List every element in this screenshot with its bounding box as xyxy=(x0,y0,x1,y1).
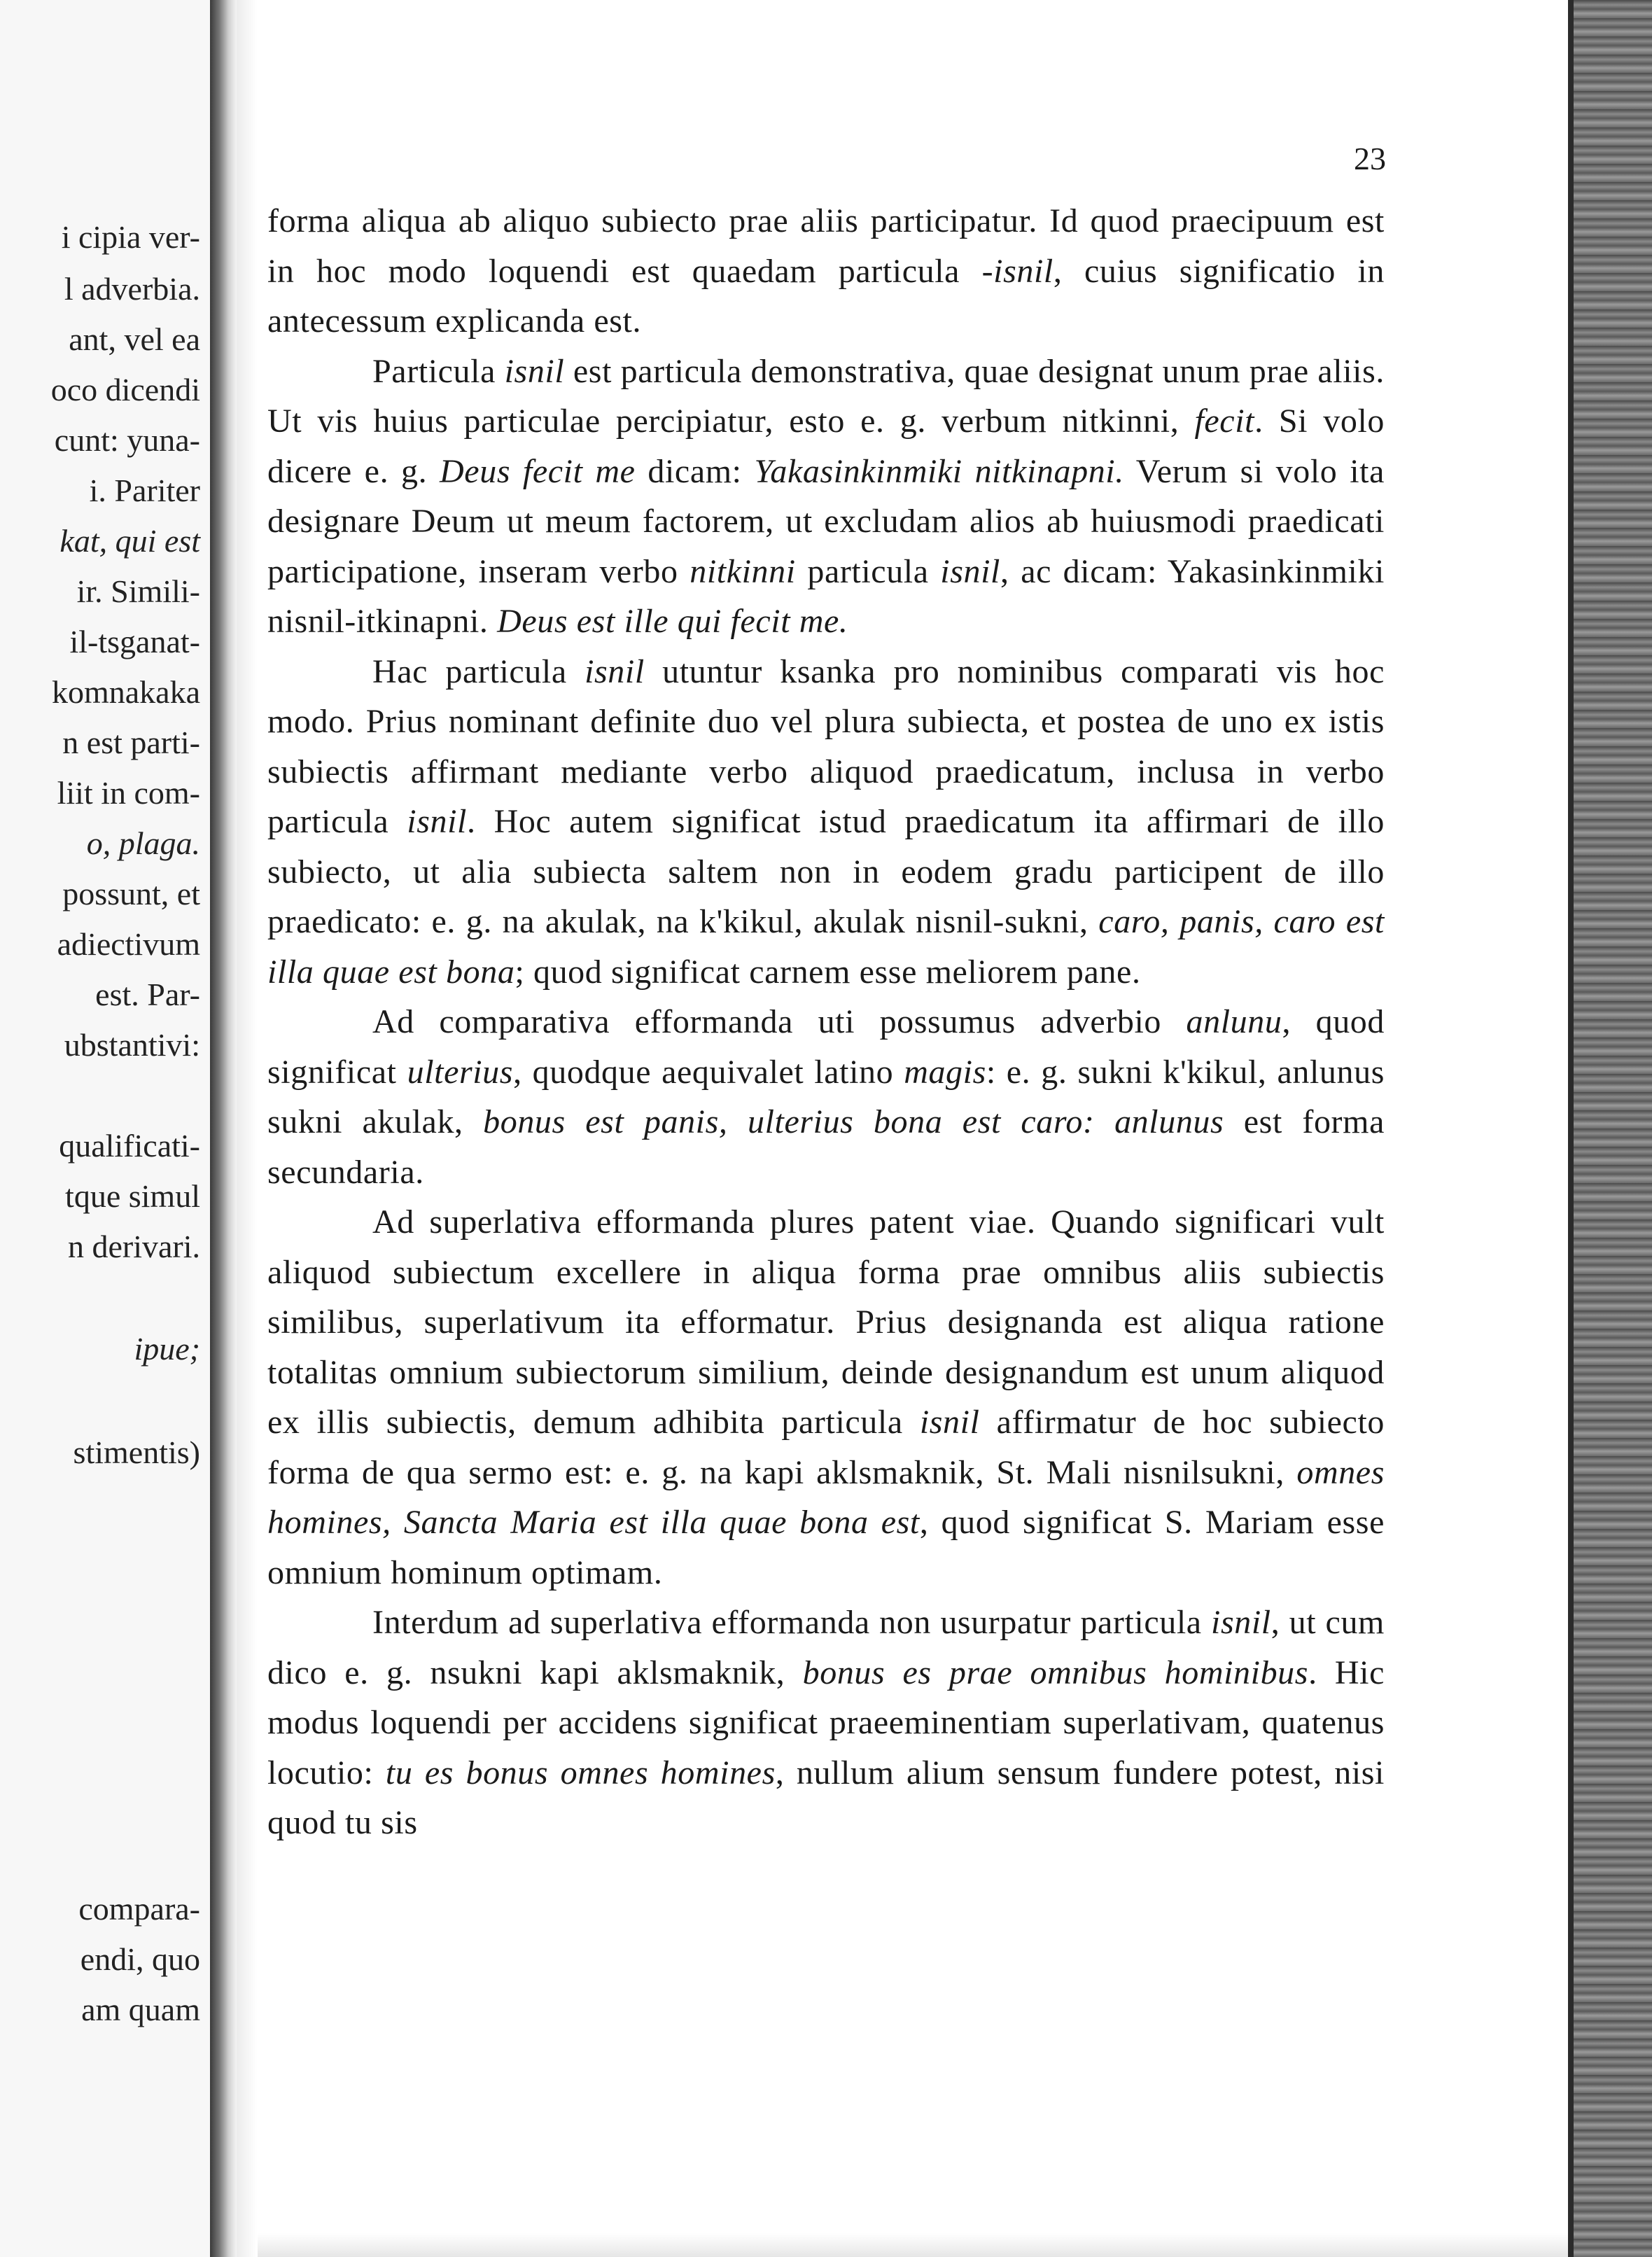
italic-text: isnil xyxy=(504,352,565,390)
left-page-line: il-tsganat- xyxy=(69,624,200,659)
left-page-line: n est parti- xyxy=(62,725,200,760)
italic-text: anlunu xyxy=(1186,1003,1282,1040)
italic-text: isnil xyxy=(1211,1604,1271,1641)
italic-text: magis xyxy=(904,1053,986,1091)
text-run: , nullum alium sensum fundere potest, nisi quod tu sis xyxy=(267,1754,1385,1841)
paragraph xyxy=(267,1598,1385,1848)
text-run: . Hic modus loquendi per accidens significat praeeminentiam superlativam, quatenus locutio: xyxy=(267,1654,1385,1791)
left-page-line: stimentis) xyxy=(73,1434,200,1470)
text-run: dicam: xyxy=(635,452,755,490)
text-run: Particula xyxy=(372,352,505,390)
italic-text: tu es bonus omnes homines xyxy=(385,1754,776,1791)
text-run: est particula demonstrativa, quae designat unum prae aliis. Ut vis huius particulae percipiatur, esto e. g. verbum nitkinni, xyxy=(267,352,1385,440)
paragraph xyxy=(267,196,1385,347)
text-run: Ad comparativa efformanda uti possumus adverbio xyxy=(372,1003,1186,1040)
italic-text: bonus est panis, ulterius bona est caro: xyxy=(483,1103,1095,1140)
italic-text: -isnil xyxy=(981,252,1054,290)
left-page-line: ir. Simili- xyxy=(76,573,200,609)
left-page-line: possunt, et xyxy=(62,876,200,911)
gutter-shadow xyxy=(237,0,258,2257)
italic-text: Yakasinkinmiki nitkinapni. xyxy=(754,452,1124,490)
left-page-line: kat, qui est xyxy=(59,523,200,559)
page-edge-scan xyxy=(1574,0,1652,2257)
italic-text: isnil xyxy=(407,803,467,840)
left-page-line: oco dicendi xyxy=(50,372,200,407)
text-run: forma aliqua ab aliquo subiecto prae aliis participatur. Id quod praecipuum est in hoc modo loquendi est quaedam particula xyxy=(267,202,1385,290)
left-page-line: liit in com- xyxy=(57,775,200,811)
left-page-line: n derivari. xyxy=(67,1229,200,1264)
italic-text: isnil xyxy=(940,552,1000,590)
left-page-line: ubstantivi: xyxy=(64,1027,200,1063)
italic-text: nitkinni xyxy=(690,552,796,590)
paragraph xyxy=(267,647,1385,998)
left-page-line: compara- xyxy=(78,1891,200,1927)
paragraph xyxy=(267,1197,1385,1598)
text-run: utuntur ksanka pro nominibus comparati vis hoc modo. Prius nominant definite duo vel plura subiecta, et postea de uno ex istis subiectis affirmant mediante verbo aliquod praedicatum, inclusa in verbo particula xyxy=(267,652,1385,840)
text-run: Verum si volo ita designare Deum ut meum factorem, ut excludam alios ab huiusmodi praedicati participatione, inseram verbo xyxy=(267,452,1385,590)
left-page-line: cunt: yuna- xyxy=(54,422,200,458)
italic-text: Deus est ille qui fecit me. xyxy=(497,603,848,640)
text-run: , quod significat xyxy=(267,1003,1385,1091)
paragraph xyxy=(267,347,1385,647)
text-run: . Hoc autem significat istud praedicatum ita affirmari de illo subiecto, ut alia subiecta saltem non in eodem gradu participent de illo praedicato: e. g. na akulak, na k'kikul, akulak nisnil-sukni, xyxy=(267,803,1385,940)
italic-text: anlunus xyxy=(1114,1103,1224,1140)
text-run: ; quod significat carnem esse meliorem pane. xyxy=(514,953,1141,991)
left-page-line: adiectivum xyxy=(57,926,200,962)
text-run: , cuius significatio in antecessum explicanda est. xyxy=(267,252,1385,340)
italic-text: fecit xyxy=(1194,403,1255,440)
left-page-line: i. Pariter xyxy=(89,473,200,508)
left-page-line: tque simul xyxy=(65,1178,200,1214)
left-page-line: est. Par- xyxy=(95,977,200,1012)
bottom-edge xyxy=(258,2233,1568,2257)
text-run: particula xyxy=(795,552,941,590)
text-run: Ad superlativa efformanda plures patent viae. Quando significari vult aliquod subiectum excellere in aliqua forma prae omnibus aliis subiectis similibus, superlativum ita efformatur. Prius designanda est aliqua ratione totalitas omnium subiectorum similium, deinde designandum est unum aliquod ex illis subiectis, demum adhibita particula xyxy=(267,1203,1385,1441)
text-run xyxy=(1095,1103,1114,1140)
left-page-line: i cipia ver- xyxy=(61,219,200,255)
text-run: : e. g. sukni k'kikul, anlunus sukni akulak, xyxy=(267,1053,1385,1140)
text-run: , ac dicam: Yakasinkinmiki nisnil-itkinapni. xyxy=(267,552,1385,640)
text-run: est forma secundaria. xyxy=(267,1103,1385,1191)
page-number: 23 xyxy=(1354,141,1386,176)
italic-text: caro, panis, caro est illa quae est bona xyxy=(267,903,1385,991)
text-run: , ut cum dico e. g. nsukni kapi aklsmaknik, xyxy=(267,1604,1385,1691)
text-run: , quod significat S. Mariam esse omnium hominum optimam. xyxy=(267,1504,1385,1591)
left-page-line: am quam xyxy=(81,1992,200,2027)
text-run: Interdum ad superlativa efformanda non usurpatur particula xyxy=(372,1604,1212,1641)
text-run: affirmatur de hoc subiecto forma de qua sermo est: e. g. na kapi aklsmaknik, St. Mali nisnilsukni, xyxy=(267,1404,1385,1491)
text-run: , quodque aequivalet latino xyxy=(513,1053,904,1091)
left-page-line: ant, vel ea xyxy=(69,321,200,357)
text-run: Hac particula xyxy=(372,652,585,690)
italic-text: isnil xyxy=(919,1404,980,1441)
paragraph xyxy=(267,997,1385,1197)
page-body xyxy=(267,196,1385,1848)
book-gutter xyxy=(210,0,237,2257)
italic-text: ulterius xyxy=(407,1053,514,1091)
left-page-line: l adverbia. xyxy=(64,271,200,307)
left-page-fragment xyxy=(0,0,210,2257)
italic-text: bonus es prae omnibus hominibus xyxy=(802,1654,1309,1691)
left-page-line: o, plaga. xyxy=(86,825,200,861)
italic-text: isnil xyxy=(584,652,645,690)
text-run: . Si volo dicere e. g. xyxy=(267,403,1385,490)
page-edge-line xyxy=(1568,0,1574,2257)
italic-text: Deus fecit me xyxy=(440,452,636,490)
left-page-line: komnakaka xyxy=(51,674,200,710)
left-page-line: ipue; xyxy=(134,1331,200,1367)
left-page-line: endi, quo xyxy=(80,1941,200,1977)
italic-text: omnes homines, Sancta Maria est illa quae bona est xyxy=(267,1453,1385,1541)
left-page-line: qualificati- xyxy=(59,1128,200,1164)
